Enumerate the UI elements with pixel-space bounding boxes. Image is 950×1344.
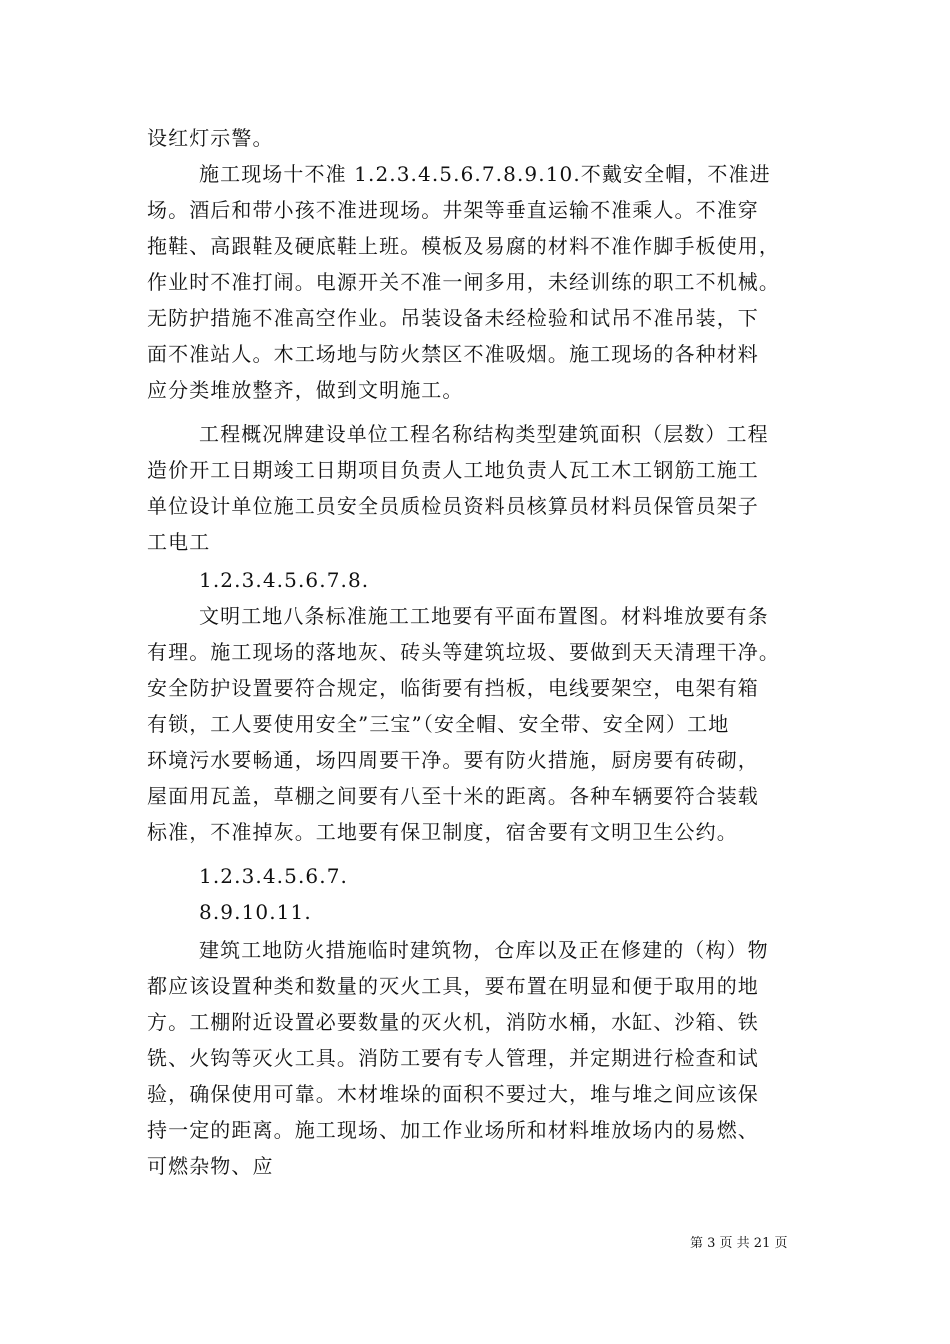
text-line: 有理。施工现场的落地灰、砖头等建筑垃圾、要做到天天清理干净。 (147, 640, 780, 664)
text-line: 屋面用瓦盖，草棚之间要有八至十米的距离。各种车辆要符合装载 (147, 784, 759, 808)
text-line: 无防护措施不准高空作业。吊装设备未经检验和试吊不准吊装，下 (147, 306, 759, 330)
text-line: 设红灯示警。 (147, 126, 274, 150)
text-line: 铣、火钩等灭火工具。消防工要有专人管理，并定期进行检查和试 (147, 1046, 759, 1070)
text-line: 文明工地八条标准施工工地要有平面布置图。材料堆放要有条 (199, 604, 769, 628)
text-line: 施工现场十不准 1.2.3.4.5.6.7.8.9.10.不戴安全帽，不准进 (199, 162, 771, 186)
page-number: 第 3 页 共 21 页 (690, 1236, 788, 1251)
text-line: 环境污水要畅通，场四周要干净。要有防火措施，厨房要有砖砌， (147, 748, 759, 772)
text-line: 建筑工地防火措施临时建筑物，仓库以及正在修建的（构）物 (199, 938, 769, 962)
text-line: 持一定的距离。施工现场、加工作业场所和材料堆放场内的易燃、 (147, 1118, 759, 1142)
text-line: 方。工棚附近设置必要数量的灭火机，消防水桶，水缸、沙箱、铁 (147, 1010, 759, 1034)
text-line: 安全防护设置要符合规定，临街要有挡板，电线要架空，电架有箱 (147, 676, 759, 700)
text-line: 验，确保使用可靠。木材堆垛的面积不要过大，堆与堆之间应该保 (147, 1082, 759, 1106)
text-line: 工程概况牌建设单位工程名称结构类型建筑面积（层数）工程 (199, 422, 769, 446)
text-line: 应分类堆放整齐，做到文明施工。 (147, 378, 464, 402)
text-line: 拖鞋、高跟鞋及硬底鞋上班。模板及易腐的材料不准作脚手板使用， (147, 234, 780, 258)
text-line: 8.9.10.11. (199, 900, 312, 924)
text-line: 有锁，工人要使用安全”三宝”（安全帽、安全带、安全网）工地 (147, 712, 730, 736)
text-line: 场。酒后和带小孩不准进现场。井架等垂直运输不准乘人。不准穿 (147, 198, 759, 222)
text-line: 标准，不准掉灰。工地要有保卫制度，宿舍要有文明卫生公约。 (147, 820, 738, 844)
text-line: 工电工 (147, 530, 211, 554)
text-line: 单位设计单位施工员安全员质检员资料员核算员材料员保管员架子 (147, 494, 759, 518)
text-line: 1.2.3.4.5.6.7. (199, 864, 348, 888)
text-line: 造价开工日期竣工日期项目负责人工地负责人瓦工木工钢筋工施工 (147, 458, 759, 482)
text-line: 可燃杂物、应 (147, 1154, 274, 1178)
text-line: 都应该设置种类和数量的灭火工具，要布置在明显和便于取用的地 (147, 974, 759, 998)
text-line: 1.2.3.4.5.6.7.8. (199, 568, 370, 592)
text-line: 面不准站人。木工场地与防火禁区不准吸烟。施工现场的各种材料 (147, 342, 759, 366)
text-line: 作业时不准打闹。电源开关不准一闸多用，未经训练的职工不机械。 (147, 270, 780, 294)
